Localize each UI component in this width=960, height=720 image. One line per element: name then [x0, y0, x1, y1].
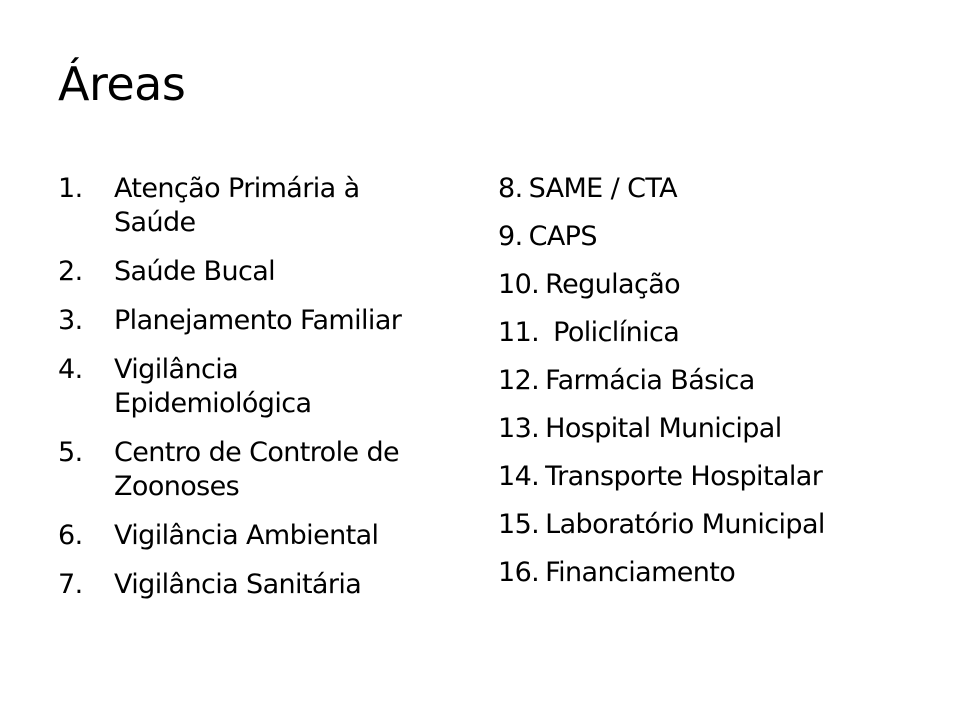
- item-number: 5.: [58, 437, 83, 468]
- item-number: 4.: [58, 354, 83, 385]
- item-text: Regulação: [545, 269, 681, 300]
- list-item: [58, 568, 458, 602]
- left-column-list: [58, 172, 458, 617]
- item-text-line: Vigilância Sanitária: [114, 569, 362, 600]
- item-number: 9.: [498, 221, 523, 252]
- item-text: Hospital Municipal: [545, 413, 782, 444]
- item-text: Transporte Hospitalar: [545, 461, 823, 492]
- item-text: CAPS: [528, 221, 597, 252]
- item-text: Policlínica: [545, 317, 680, 348]
- list-item: [58, 304, 458, 338]
- list-item: [58, 436, 458, 504]
- list-item: [498, 508, 918, 542]
- list-item: [58, 255, 458, 289]
- item-number: 12.: [498, 365, 540, 396]
- item-text: SAME / CTA: [528, 173, 678, 204]
- item-number: 15.: [498, 509, 540, 540]
- right-column-list: [498, 172, 918, 604]
- list-item: [58, 353, 458, 421]
- list-item: [498, 460, 918, 494]
- item-text-line: Saúde Bucal: [114, 256, 276, 287]
- item-number: 10.: [498, 269, 540, 300]
- list-item: [498, 412, 918, 446]
- item-number: 1.: [58, 173, 83, 204]
- item-number: 6.: [58, 520, 83, 551]
- item-number: 8.: [498, 173, 523, 204]
- item-number: 7.: [58, 569, 83, 600]
- list-item: [58, 172, 458, 240]
- item-number: 2.: [58, 256, 83, 287]
- list-item: [498, 172, 918, 206]
- item-text-line: Planejamento Familiar: [114, 305, 402, 336]
- item-text-line: Zoonoses: [114, 471, 240, 502]
- item-text: Farmácia Básica: [545, 365, 755, 396]
- list-item: [58, 519, 458, 553]
- item-number: 16.: [498, 557, 540, 588]
- item-number: 13.: [498, 413, 540, 444]
- item-text-line: Centro de Controle de: [114, 437, 400, 468]
- item-text-line: Vigilância Ambiental: [114, 520, 379, 551]
- list-item: [498, 556, 918, 590]
- item-text-line: Epidemiológica: [114, 388, 312, 419]
- list-item: [498, 220, 918, 254]
- item-text-line: Vigilância: [114, 354, 239, 385]
- item-number: 14.: [498, 461, 540, 492]
- item-number: 11.: [498, 317, 540, 348]
- item-text: Financiamento: [545, 557, 736, 588]
- item-number: 3.: [58, 305, 83, 336]
- list-item: [498, 364, 918, 398]
- item-text: Laboratório Municipal: [545, 509, 825, 540]
- slide-title: Áreas: [58, 57, 186, 111]
- item-text-line: Atenção Primária à: [114, 173, 360, 204]
- item-text-line: Saúde: [114, 207, 196, 238]
- list-item: [498, 268, 918, 302]
- list-item: [498, 316, 918, 350]
